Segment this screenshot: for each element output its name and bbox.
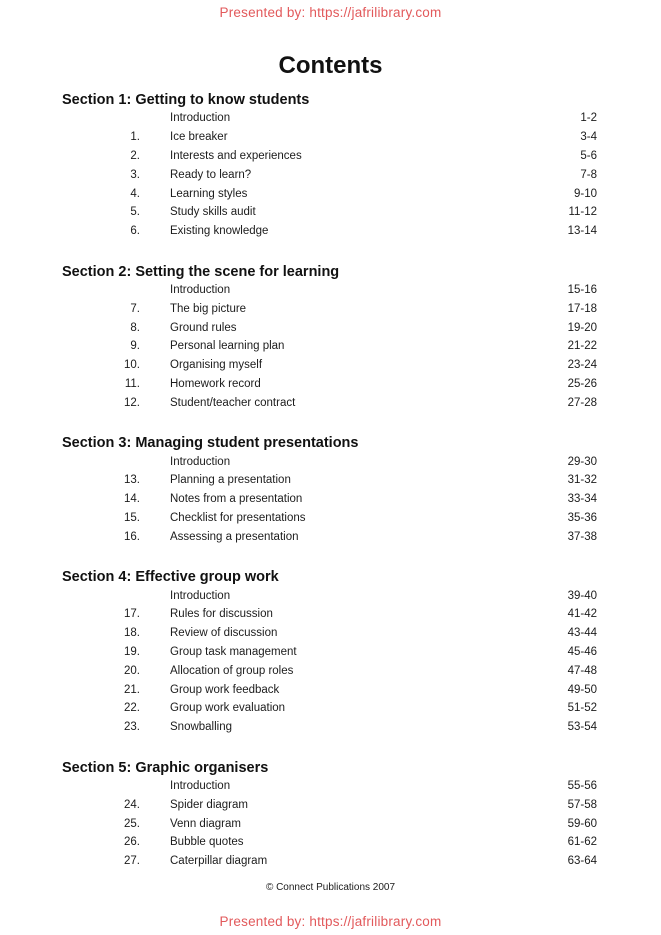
toc-section: [0, 760, 661, 871]
item-title: Review of discussion: [170, 627, 278, 640]
item-title: Caterpillar diagram: [170, 855, 268, 868]
page-range: 39-40: [567, 589, 597, 602]
section-heading: Section 5: Graphic organisers: [62, 759, 269, 776]
item-number: 22.: [124, 702, 140, 715]
page-range: 25-26: [567, 377, 597, 390]
toc-row: [0, 165, 661, 184]
toc-row: [0, 833, 661, 852]
item-number: 24.: [124, 798, 140, 811]
item-number: 25.: [124, 817, 140, 830]
item-title: Checklist for presentations: [170, 511, 306, 524]
toc-row: [0, 718, 661, 737]
page-range: 21-22: [567, 340, 597, 353]
toc-section: [0, 569, 661, 736]
toc-row: [0, 281, 661, 300]
toc-row: [0, 814, 661, 833]
item-number: 16.: [124, 530, 140, 543]
item-number: 14.: [124, 493, 140, 506]
item-title: Student/teacher contract: [170, 396, 296, 409]
item-number: 6.: [130, 225, 140, 238]
item-title: Study skills audit: [170, 206, 256, 219]
toc-row: [0, 147, 661, 166]
toc-row: [0, 393, 661, 412]
page-range: 57-58: [567, 798, 597, 811]
toc-row: [0, 356, 661, 375]
toc-row: [0, 452, 661, 471]
toc-row: [0, 490, 661, 509]
item-title: Snowballing: [170, 721, 233, 734]
item-title: Learning styles: [170, 187, 248, 200]
item-number: 17.: [124, 608, 140, 621]
item-number: 23.: [124, 721, 140, 734]
toc-row: [0, 605, 661, 624]
item-title: Introduction: [170, 455, 231, 468]
toc-row: [0, 586, 661, 605]
toc-row: [0, 795, 661, 814]
page-range: 51-52: [567, 702, 597, 715]
item-title: Bubble quotes: [170, 836, 244, 849]
section-heading: Section 1: Getting to know students: [62, 92, 310, 108]
item-number: 11.: [124, 377, 140, 390]
page-range: 59-60: [567, 817, 597, 830]
toc-row: [0, 624, 661, 643]
toc-row: [0, 680, 661, 699]
section-heading: Section 2: Setting the scene for learning: [62, 263, 340, 280]
toc-row: [0, 109, 661, 128]
item-title: Interests and experiences: [170, 149, 302, 162]
item-number: 27.: [124, 855, 140, 868]
item-number: 10.: [124, 359, 140, 372]
item-number: 8.: [130, 321, 140, 334]
page-range: 19-20: [567, 321, 597, 334]
page-range: 13-14: [567, 225, 597, 238]
toc-section: [0, 92, 661, 241]
item-title: Group task management: [170, 645, 297, 658]
item-title: Planning a presentation: [170, 474, 291, 487]
copyright-notice: © Connect Publications 2007: [265, 882, 396, 893]
item-number: 18.: [124, 627, 140, 640]
item-number: 7.: [130, 302, 140, 315]
toc-row: [0, 318, 661, 337]
toc-row: [0, 661, 661, 680]
item-title: Introduction: [170, 589, 231, 602]
item-title: Allocation of group roles: [170, 664, 294, 677]
item-number: 12.: [124, 396, 140, 409]
page-range: 9-10: [573, 187, 597, 200]
item-title: Rules for discussion: [170, 608, 273, 621]
page-range: 29-30: [567, 455, 597, 468]
toc-section: [0, 264, 661, 413]
item-number: 4.: [130, 187, 140, 200]
item-number: 21.: [124, 683, 140, 696]
item-title: Organising myself: [170, 359, 263, 372]
table-of-contents: [0, 92, 661, 871]
page-range: 61-62: [567, 836, 597, 849]
item-number: 2.: [130, 149, 140, 162]
item-title: Ready to learn?: [170, 168, 252, 181]
toc-row: [0, 375, 661, 394]
item-title: Introduction: [170, 112, 231, 125]
toc-row: [0, 509, 661, 528]
toc-row: [0, 777, 661, 796]
page-range: 63-64: [567, 855, 597, 868]
section-heading: Section 4: Effective group work: [62, 569, 279, 586]
watermark-link-top[interactable]: Presented by: https://jafrilibrary.com: [219, 5, 442, 20]
item-title: Existing knowledge: [170, 225, 269, 238]
item-number: 19.: [124, 645, 140, 658]
item-title: Notes from a presentation: [170, 493, 303, 506]
item-title: Homework record: [170, 377, 261, 390]
watermark-link-bottom[interactable]: Presented by: https://jafrilibrary.com: [219, 914, 442, 929]
page-title: Contents: [278, 52, 383, 79]
item-number: 5.: [130, 206, 140, 219]
page-range: 31-32: [567, 474, 597, 487]
page-range: 43-44: [567, 627, 597, 640]
toc-row: [0, 852, 661, 871]
item-title: Spider diagram: [170, 798, 248, 811]
toc-row: [0, 299, 661, 318]
page-range: 3-4: [580, 131, 597, 144]
toc-row: [0, 527, 661, 546]
item-number: 3.: [130, 168, 140, 181]
page-range: 41-42: [567, 608, 597, 621]
item-title: The big picture: [170, 302, 247, 315]
page-range: 53-54: [567, 721, 597, 734]
item-title: Introduction: [170, 283, 231, 296]
page-range: 5-6: [580, 149, 597, 162]
toc-row: [0, 203, 661, 222]
item-number: 20.: [124, 664, 140, 677]
item-title: Assessing a presentation: [170, 530, 299, 543]
toc-row: [0, 222, 661, 241]
item-title: Group work feedback: [170, 683, 280, 696]
page-range: 11-12: [568, 206, 597, 219]
page-range: 27-28: [567, 396, 597, 409]
toc-row: [0, 184, 661, 203]
page-range: 33-34: [567, 493, 597, 506]
page-range: 45-46: [567, 645, 597, 658]
item-title: Venn diagram: [170, 817, 241, 830]
page-range: 35-36: [567, 511, 597, 524]
item-number: 1.: [130, 131, 140, 144]
page-range: 49-50: [567, 683, 597, 696]
toc-row: [0, 128, 661, 147]
item-number: 13.: [124, 474, 140, 487]
section-heading: Section 3: Managing student presentations: [62, 435, 359, 452]
item-title: Group work evaluation: [170, 702, 286, 715]
toc-row: [0, 699, 661, 718]
item-title: Ice breaker: [170, 131, 228, 144]
item-title: Ground rules: [170, 321, 237, 334]
page-range: 17-18: [567, 302, 597, 315]
page-range: 47-48: [567, 664, 597, 677]
item-number: 26.: [124, 836, 140, 849]
item-number: 9.: [130, 340, 140, 353]
page-range: 37-38: [567, 530, 597, 543]
toc-row: [0, 337, 661, 356]
page-range: 15-16: [567, 283, 597, 296]
page-range: 1-2: [580, 112, 597, 125]
item-number: 15.: [124, 511, 140, 524]
item-title: Introduction: [170, 779, 231, 792]
page-range: 23-24: [567, 359, 597, 372]
item-title: Personal learning plan: [170, 340, 285, 353]
page-range: 55-56: [567, 779, 597, 792]
toc-row: [0, 471, 661, 490]
page-range: 7-8: [580, 168, 597, 181]
toc-row: [0, 643, 661, 662]
toc-section: [0, 435, 661, 546]
